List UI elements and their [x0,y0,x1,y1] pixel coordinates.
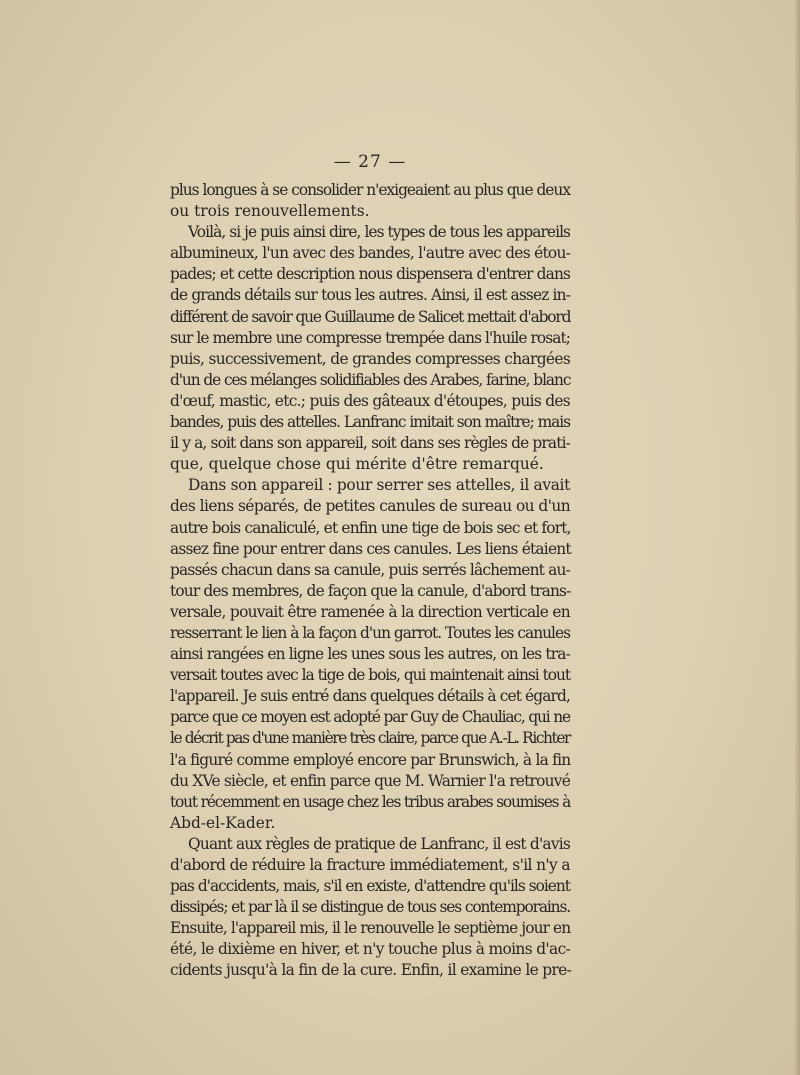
text-line: autre bois canaliculé, et enfin une tige de bois sec et fort, [170,518,571,537]
text-line: différent de savoir que Guillaume de Salicet mettait d'abord [170,307,571,326]
text-line: le décrit pas d'une manière très claire, parce que A.-L. Richter [170,729,570,748]
text-line: d'abord de réduire la fracture immédiatement, s'il n'y a [170,856,570,874]
text-line: dissipés; et par là il se distingue de tous ses contemporains. [170,898,570,917]
text-line: resserrant le lien à la façon d'un garrot. Toutes les canules [170,623,571,642]
body-text [170,180,570,982]
text-line: pades; et cette description nous dispensera d'entrer dans [170,265,570,284]
text-line: tour des membres, de façon que la canule, d'abord trans- [170,581,571,600]
text-line: versait toutes avec la tige de bois, qui maintenait ainsi tout [170,666,570,685]
text-line: versale, pouvait être ramenée à la direction verticale en [170,602,570,621]
text-block [170,150,570,982]
text-line: l'a figuré comme employé encore par Brunswich, à la fin [170,750,571,769]
page-edge-shadow [794,0,800,1075]
text-line: albumineux, l'un avec des bandes, l'autre avec des étou- [170,244,571,263]
text-line: des liens séparés, de petites canules de sureau ou d'un [170,497,571,516]
text-line: cidents jusqu'à la fin de la cure. Enfin, il examine le pre- [170,961,572,980]
text-line: l'appareil. Je suis entré dans quelques détails à cet égard, [170,687,570,706]
text-line: ou trois renouvellements. [170,202,370,221]
text-line: plus longues à se consolider n'exigeaient au plus que deux [170,181,571,199]
text-line: il y a, soit dans son appareil, soit dans ses règles de prati- [170,434,570,453]
text-line: sur le membre une compresse trempée dans l'huile rosat; [170,328,570,347]
text-line: tout récemment en usage chez les tribus arabes soumises à [170,792,571,811]
text-line: d'un de ces mélanges solidifiables des Arabes, farine, blanc [170,370,571,389]
text-line: de grands détails sur tous les autres. Ainsi, il est assez in- [170,286,570,305]
text-line: Ensuite, l'appareil mis, il le renouvelle le septième jour en [170,919,571,938]
page-number: — 27 — [333,152,407,172]
text-line: passés chacun dans sa canule, puis serrés lâchement au- [170,560,570,579]
text-line: assez fine pour entrer dans ces canules. Les liens étaient [170,539,571,558]
text-line: bandes, puis des attelles. Lanfranc imitait son maître; mais [170,413,570,432]
text-line: Voilà, si je puis ainsi dire, les types de tous les appareils [188,223,571,242]
text-line: été, le dixième en hiver, et n'y touche plus à moins d'ac- [170,940,571,959]
text-line: puis, successivement, de grandes compresses chargées [170,349,571,368]
text-line: que, quelque chose qui mérite d'être remarqué. [170,455,544,474]
text-line: Abd-el-Kader. [170,813,276,832]
text-line: Dans son appareil : pour serrer ses attelles, il avait [188,476,570,495]
text-line: parce que ce moyen est adopté par Guy de Chauliac, qui ne [170,708,570,727]
text-line: pas d'accidents, mais, s'il en existe, d'attendre qu'ils soient [170,877,570,896]
text-line: d'œuf, mastic, etc.; puis des gâteaux d'étoupes, puis des [170,391,570,410]
text-line: du XVe siècle, et enfin parce que M. Warnier l'a retrouvé [170,771,571,790]
text-line: ainsi rangées en ligne les unes sous les autres, on les tra- [170,645,571,664]
text-line: Quant aux règles de pratique de Lanfranc, il est d'avis [188,834,570,853]
